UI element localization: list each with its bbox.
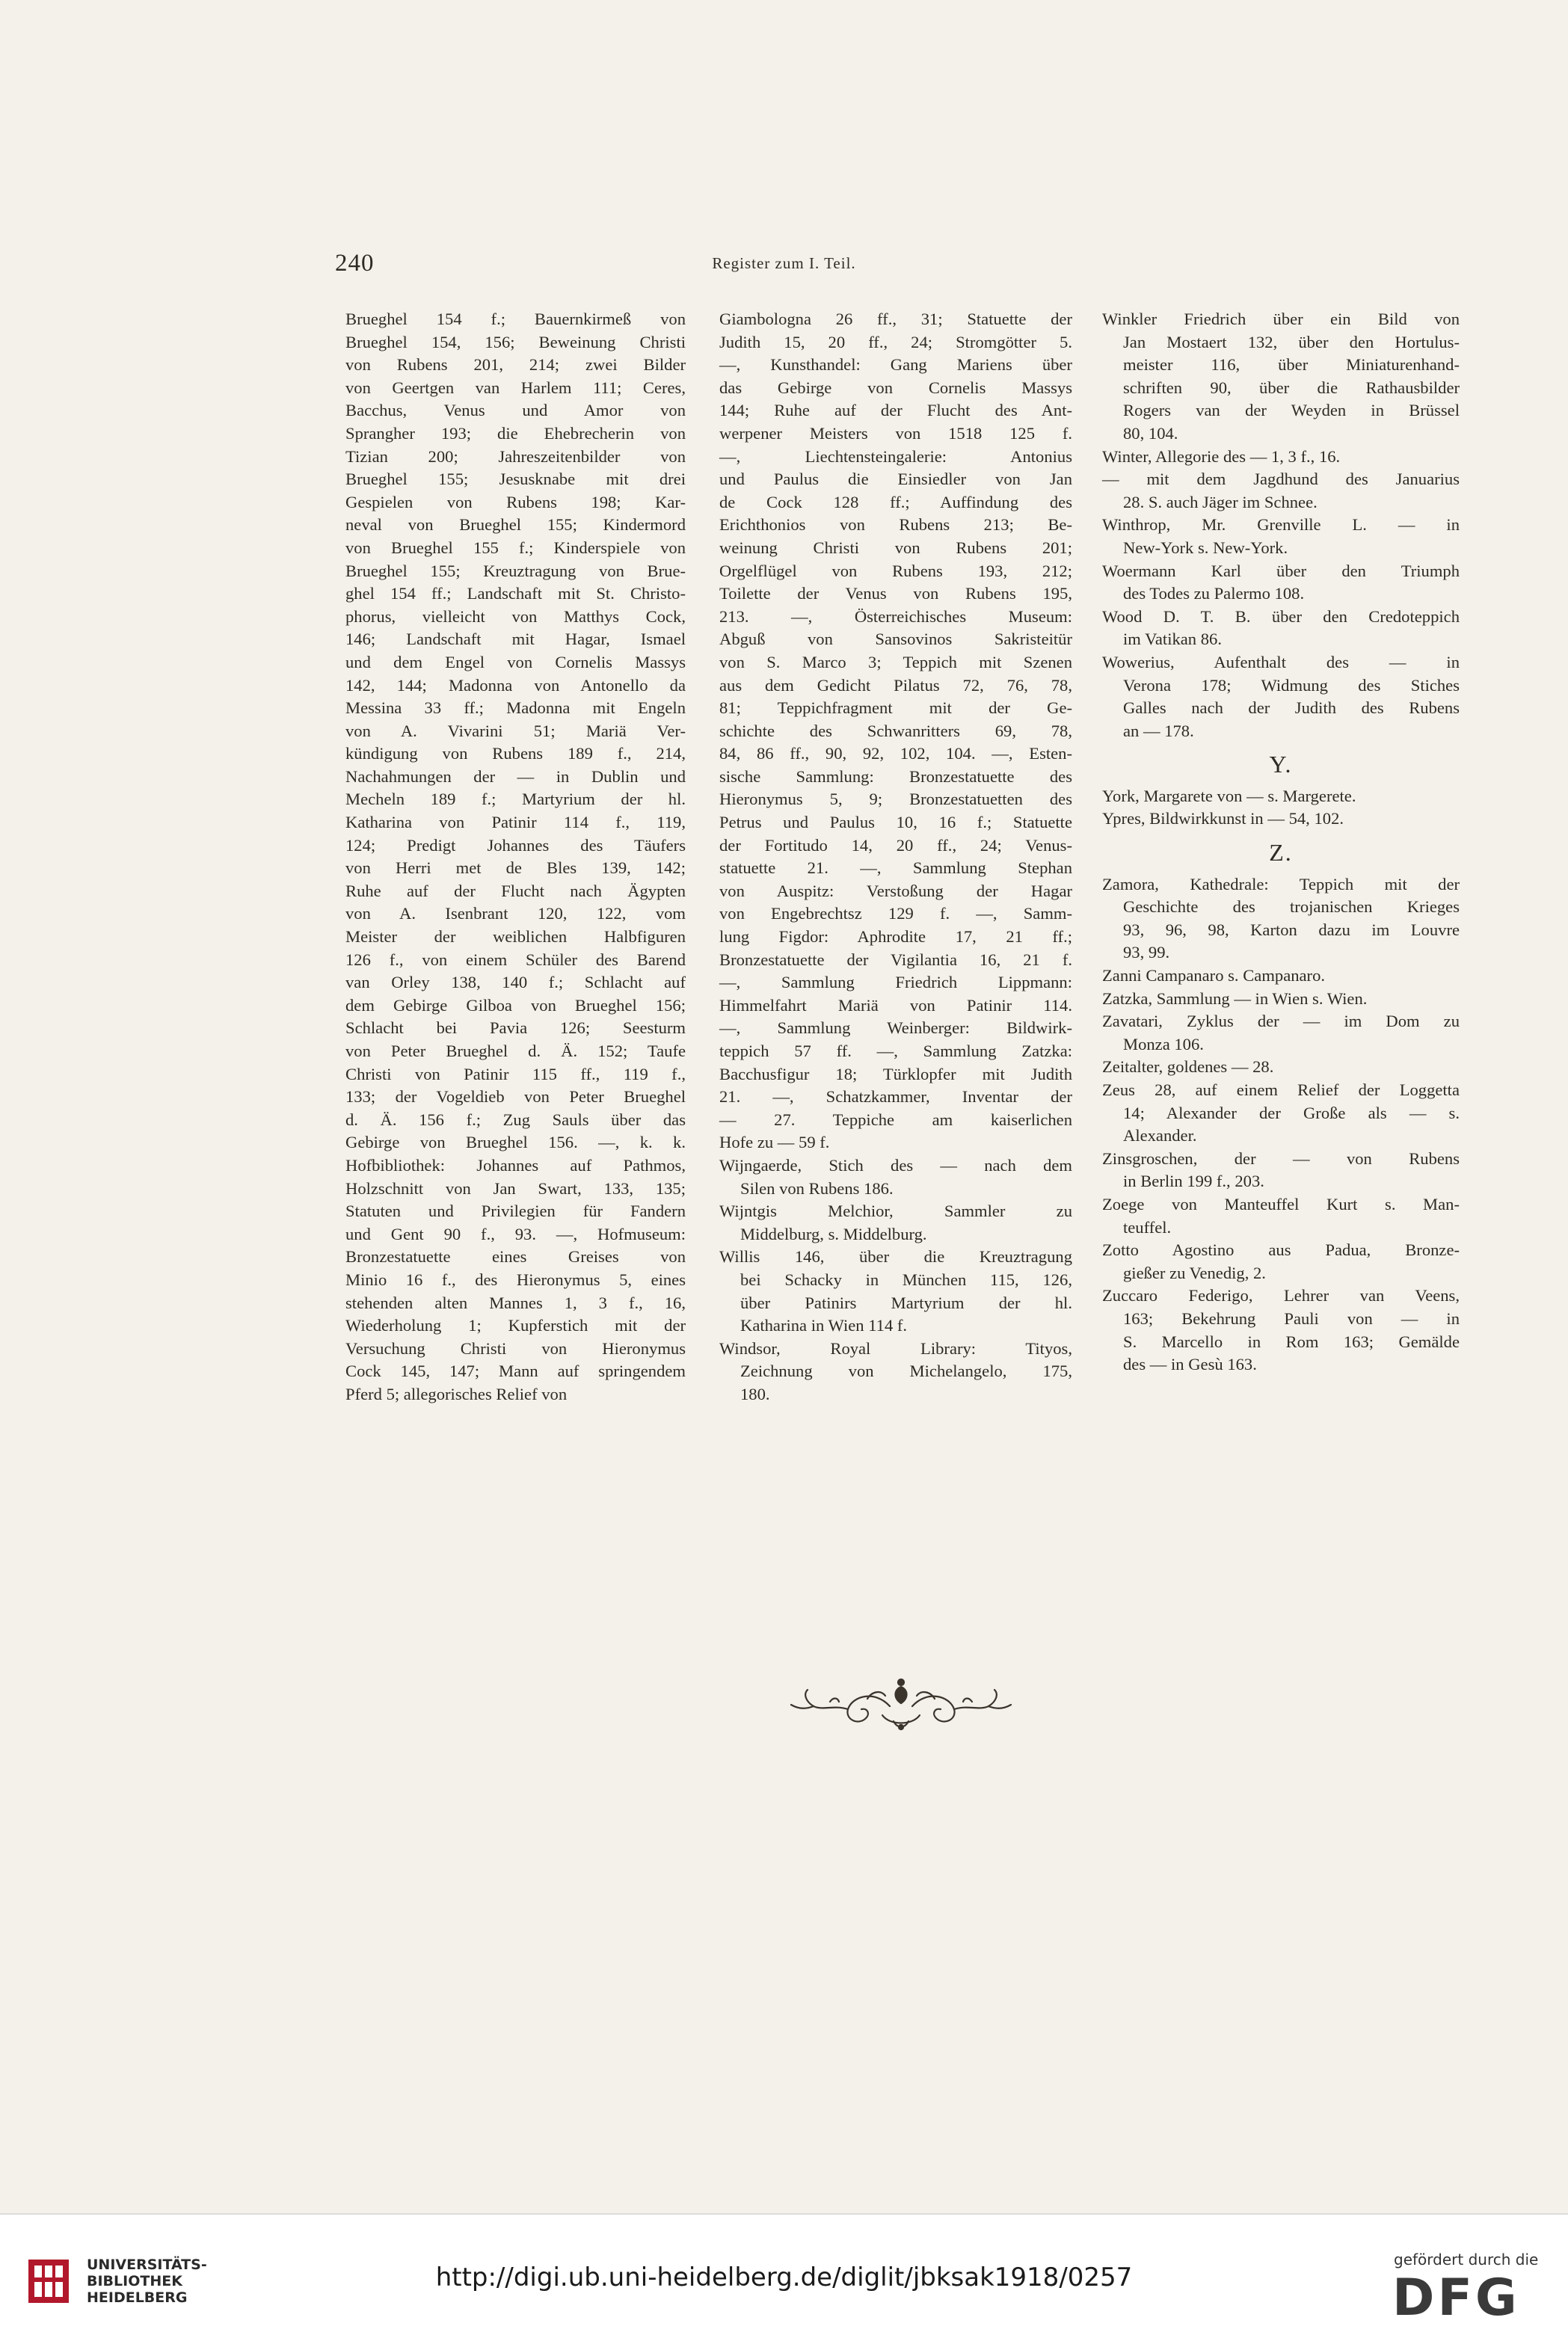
index-line: schriften 90, über die Rathausbilder (1123, 378, 1460, 397)
index-line: bei Schacky in München 115, 126, (740, 1270, 1072, 1289)
index-line: teppich 57 ff. —, Sammlung Zatzka: (719, 1042, 1072, 1060)
index-line: weinung Christi von Rubens 201; (719, 538, 1072, 557)
library-line-3: HEIDELBERG (87, 2289, 188, 2306)
index-line: 142, 144; Madonna von Antonello da (345, 675, 686, 695)
index-line: von Geertgen van Harlem 111; Ceres, (345, 378, 686, 397)
index-line: Alexander. (1123, 1126, 1197, 1145)
letter-heading-z: Z. (1269, 839, 1293, 867)
index-line: Brueghel 155; Jesusknabe mit drei (345, 470, 686, 489)
index-line: Judith 15, 20 ff., 24; Stromgötter 5. (719, 332, 1072, 351)
index-line: dem Gebirge Gilboa von Brueghel 156; (345, 995, 686, 1015)
index-line: 81; Teppichfragment mit der Ge- (719, 698, 1072, 718)
index-line: Himmelfahrt Mariä von Patinir 114. (719, 995, 1072, 1015)
index-line: Zotto Agostino aus Padua, Bronze- (1102, 1240, 1460, 1260)
index-line: der Fortitudo 14, 20 ff., 24; Venus- (719, 835, 1072, 855)
dfg-logo: DFG (1392, 2269, 1520, 2328)
index-line: von Rubens 201, 214; zwei Bilder (345, 355, 686, 375)
index-line: Katharina von Patinir 114 f., 119, (345, 813, 686, 832)
index-line: Zamora, Kathedrale: Teppich mit der (1102, 874, 1460, 893)
index-line: Zavatari, Zyklus der — im Dom zu (1102, 1012, 1460, 1031)
index-line: Galles nach der Judith des Rubens (1123, 698, 1460, 718)
index-line: York, Margarete von — s. Margerete. (1102, 786, 1356, 805)
index-line: Meister der weiblichen Halbfiguren (345, 927, 686, 947)
index-line: Hofe zu — 59 f. (719, 1133, 830, 1152)
index-line: von Engebrechtsz 129 f. —, Samm- (719, 904, 1072, 923)
index-line: 84, 86 ff., 90, 92, 102, 104. —, Esten- (719, 744, 1072, 763)
index-line: Cock 145, 147; Mann auf springendem (345, 1362, 686, 1381)
index-line: Erichthonios von Rubens 213; Be- (719, 515, 1072, 535)
library-line-1: UNIVERSITÄTS- (87, 2257, 207, 2273)
index-line: Hofbibliothek: Johannes auf Pathmos, (345, 1155, 686, 1175)
index-line: Zeitalter, goldenes — 28. (1102, 1057, 1274, 1077)
index-line: phorus, vielleicht von Matthys Cock, (345, 606, 686, 626)
index-line: Zatzka, Sammlung — in Wien s. Wien. (1102, 988, 1368, 1008)
index-line: Monza 106. (1123, 1034, 1204, 1053)
index-line: New-York s. New-York. (1123, 538, 1288, 557)
index-line: Statuten und Privilegien für Fandern (345, 1202, 686, 1221)
index-line: aus dem Gedicht Pilatus 72, 76, 78, (719, 675, 1072, 695)
index-line: über Patinirs Martyrium der hl. (740, 1293, 1072, 1312)
index-line: 126 f., von einem Schüler des Barend (345, 950, 686, 969)
permalink-url[interactable]: http://digi.ub.uni-heidelberg.de/diglit/jbksak1918/0257 (435, 2263, 1133, 2292)
index-line: Woermann Karl über den Triumph (1102, 561, 1460, 580)
entries-w (1102, 308, 1460, 742)
index-line: von Herri met de Bles 139, 142; (345, 858, 686, 878)
index-line: 180. (740, 1384, 770, 1403)
running-head: Register zum I. Teil. (712, 254, 856, 272)
index-line: von A. Isenbrant 120, 122, vom (345, 904, 686, 923)
index-line: Jan Mostaert 132, über den Hortulus- (1123, 332, 1460, 351)
index-line: 163; Bekehrung Pauli von — in (1123, 1308, 1460, 1328)
index-line: d. Ä. 156 f.; Zug Sauls über das (345, 1110, 686, 1129)
index-line: an — 178. (1123, 721, 1194, 740)
index-line: meister 116, über Miniaturenhand- (1123, 355, 1460, 375)
index-line: 93, 96, 98, Karton dazu im Louvre (1123, 920, 1460, 939)
index-line: schichte des Schwanritters 69, 78, (719, 721, 1072, 740)
index-line: Silen von Rubens 186. (740, 1178, 894, 1198)
index-line: statuette 21. —, Sammlung Stephan (719, 858, 1072, 878)
letter-heading-y: Y. (1269, 751, 1293, 778)
index-line: Bronzestatuette eines Greises von (345, 1247, 686, 1267)
index-line: —, Sammlung Friedrich Lippmann: (719, 973, 1072, 992)
index-line: Schlacht bei Pavia 126; Seesturm (345, 1018, 686, 1038)
index-line: —, Sammlung Weinberger: Bildwirk- (719, 1018, 1072, 1038)
index-line: werpener Meisters von 1518 125 f. (719, 423, 1072, 443)
index-line: und Gent 90 f., 93. —, Hofmuseum: (345, 1224, 686, 1243)
index-line: Wiederholung 1; Kupferstich mit der (345, 1316, 686, 1335)
index-line: und Paulus die Einsiedler von Jan (719, 470, 1072, 489)
index-line: Bacchus, Venus und Amor von (345, 401, 686, 420)
index-line: Windsor, Royal Library: Tityos, (719, 1338, 1072, 1358)
entries-y (1102, 785, 1460, 831)
index-line: Messina 33 ff.; Madonna mit Engeln (345, 698, 686, 718)
index-line: Winthrop, Mr. Grenville L. — in (1102, 515, 1460, 535)
sponsor-label: gefördert durch die (1394, 2251, 1539, 2269)
index-line: Ypres, Bildwirkkunst in — 54, 102. (1102, 809, 1344, 828)
index-line: Tizian 200; Jahreszeitenbilder von (345, 446, 686, 466)
index-line: Brueghel 154, 156; Beweinung Christi (345, 332, 686, 351)
index-line: S. Marcello in Rom 163; Gemälde (1123, 1332, 1460, 1351)
index-line: Nachahmungen der — in Dublin und (345, 766, 686, 786)
index-line: Orgelflügel von Rubens 193, 212; (719, 561, 1072, 580)
index-line: Giambologna 26 ff., 31; Statuette der (719, 310, 1072, 328)
footer-bar (0, 2213, 1568, 2350)
index-line: teuffel. (1123, 1217, 1172, 1237)
index-line: Middelburg, s. Middelburg. (740, 1224, 927, 1243)
index-line: 28. S. auch Jäger im Schnee. (1123, 492, 1318, 511)
index-line: Wijntgis Melchior, Sammler zu (719, 1202, 1072, 1221)
index-line: van Orley 138, 140 f.; Schlacht auf (345, 973, 686, 992)
index-line: Petrus und Paulus 10, 16 f.; Statuette (719, 813, 1072, 832)
index-line: sische Sammlung: Bronzestatuette des (719, 766, 1072, 786)
index-line: von S. Marco 3; Teppich mit Szenen (719, 652, 1072, 671)
index-line: das Gebirge von Cornelis Massys (719, 378, 1072, 397)
index-line: Brueghel 154 f.; Bauernkirmeß von (345, 310, 686, 328)
index-column-left (345, 308, 686, 1406)
index-line: 80, 104. (1123, 423, 1178, 443)
index-line: Willis 146, über die Kreuztragung (719, 1247, 1072, 1267)
index-line: 213. —, Österreichisches Museum: (719, 606, 1072, 626)
index-line: Toilette der Venus von Rubens 195, (719, 584, 1072, 603)
index-line: Bronzestatuette der Vigilantia 16, 21 f. (719, 950, 1072, 969)
index-line: kündigung von Rubens 189 f., 214, (345, 744, 686, 763)
index-line: 14; Alexander der Große als — s. (1123, 1103, 1460, 1122)
index-line: gießer zu Venedig, 2. (1123, 1263, 1266, 1282)
index-line: 144; Ruhe auf der Flucht des Ant- (719, 401, 1072, 420)
index-line: Wijngaerde, Stich des — nach dem (719, 1155, 1072, 1175)
index-line: von Peter Brueghel d. Ä. 152; Taufe (345, 1042, 686, 1060)
index-line: Holzschnitt von Jan Swart, 133, 135; (345, 1178, 686, 1198)
index-line: Zanni Campanaro s. Campanaro. (1102, 966, 1326, 985)
index-line: 93, 99. (1123, 943, 1170, 962)
index-line: lung Figdor: Aphrodite 17, 21 ff.; (719, 927, 1072, 947)
index-line: — mit dem Jagdhund des Januarius (1102, 470, 1460, 489)
index-line: und dem Engel von Cornelis Massys (345, 652, 686, 671)
index-line: Zoege von Manteuffel Kurt s. Man- (1102, 1194, 1460, 1214)
index-line: von Brueghel 155 f.; Kinderspiele von (345, 538, 686, 557)
library-line-2: BIBLIOTHEK (87, 2273, 182, 2289)
index-line: Rogers van der Weyden in Brüssel (1123, 401, 1460, 420)
index-line: Pferd 5; allegorisches Relief von (345, 1384, 568, 1403)
index-line: 124; Predigt Johannes des Täufers (345, 835, 686, 855)
index-line: des Todes zu Palermo 108. (1123, 584, 1305, 603)
index-line: stehenden alten Mannes 1, 3 f., 16, (345, 1293, 686, 1312)
index-line: Minio 16 f., des Hieronymus 5, eines (345, 1270, 686, 1289)
index-line: Zuccaro Federigo, Lehrer van Veens, (1102, 1286, 1460, 1305)
index-line: in Berlin 199 f., 203. (1123, 1172, 1264, 1191)
index-line: Geschichte des trojanischen Krieges (1123, 897, 1460, 917)
index-column-middle (719, 308, 1072, 1406)
index-line: —, Kunsthandel: Gang Mariens über (719, 355, 1072, 375)
index-line: neval von Brueghel 155; Kindermord (345, 515, 686, 535)
index-line: Zinsgroschen, der — von Rubens (1102, 1148, 1460, 1168)
index-line: — 27. Teppiche am kaiserlichen (719, 1110, 1072, 1129)
index-line: Katharina in Wien 114 f. (740, 1316, 908, 1335)
index-line: 21. —, Schatzkammer, Inventar der (719, 1087, 1072, 1107)
index-line: de Cock 128 ff.; Auffindung des (719, 492, 1072, 511)
index-line: Christi von Patinir 115 ff., 119 f., (345, 1064, 686, 1083)
index-line: von A. Vivarini 51; Mariä Ver- (345, 721, 686, 740)
index-line: Hieronymus 5, 9; Bronzestatuetten des (719, 790, 1072, 809)
index-line: Mecheln 189 f.; Martyrium der hl. (345, 790, 686, 809)
index-line: Winter, Allegorie des — 1, 3 f., 16. (1102, 446, 1341, 466)
index-line: Abguß von Sansovinos Sakristeitür (719, 630, 1072, 649)
index-column-right (1102, 308, 1460, 1377)
index-line: Sprangher 193; die Ehebrecherin von (345, 423, 686, 443)
page-number: 240 (335, 250, 375, 277)
entries-z (1102, 873, 1460, 1377)
vignette-ornament-icon (778, 1676, 1024, 1736)
index-line: Brueghel 155; Kreuztragung von Brue- (345, 561, 686, 580)
index-line: Winkler Friedrich über ein Bild von (1102, 310, 1460, 328)
index-line: Ruhe auf der Flucht nach Ägypten (345, 881, 686, 900)
index-line: Zeichnung von Michelangelo, 175, (740, 1362, 1072, 1381)
index-line: Zeus 28, auf einem Relief der Loggetta (1102, 1080, 1460, 1099)
index-line: des — in Gesù 163. (1123, 1355, 1257, 1374)
index-line: 146; Landschaft mit Hagar, Ismael (345, 630, 686, 649)
index-line: Gebirge von Brueghel 156. —, k. k. (345, 1133, 686, 1152)
index-line: im Vatikan 86. (1123, 630, 1222, 649)
index-line: Wood D. T. B. über den Credoteppich (1102, 606, 1460, 626)
index-line: Wowerius, Aufenthalt des — in (1102, 652, 1460, 671)
index-line: Gespielen von Rubens 198; Kar- (345, 492, 686, 511)
index-line: 133; der Vogeldieb von Peter Brueghel (345, 1087, 686, 1107)
index-line: Versuchung Christi von Hieronymus (345, 1338, 686, 1358)
index-line: ghel 154 ff.; Landschaft mit St. Christo- (345, 584, 686, 603)
index-line: von Auspitz: Verstoßung der Hagar (719, 881, 1072, 900)
index-line: Verona 178; Widmung des Stiches (1123, 675, 1460, 695)
index-line: —, Liechtensteingalerie: Antonius (719, 446, 1072, 466)
index-line: Bacchusfigur 18; Türklopfer mit Judith (719, 1064, 1072, 1083)
